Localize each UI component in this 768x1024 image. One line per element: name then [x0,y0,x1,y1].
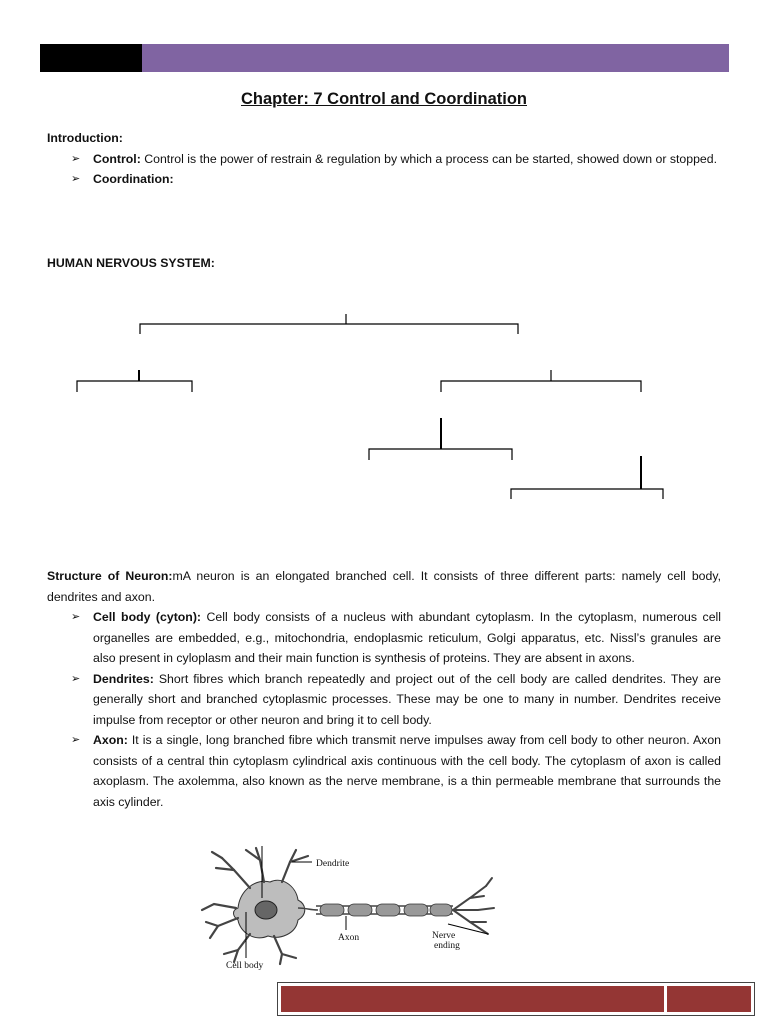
neuron-diagram [198,838,518,978]
tree-branch-right [441,381,641,392]
bullet-label: Dendrites: [93,671,154,686]
footer-red-left [281,986,664,1012]
introduction-section [47,128,721,190]
intro-item-control [47,149,721,170]
intro-heading: Introduction: [47,131,123,145]
myelin-sheath [404,904,428,916]
intro-item-coordination [47,169,721,190]
neuron-intro [47,566,721,607]
dendrite-branch [222,858,250,888]
dendrite-branch [256,848,264,882]
dendrite-branch [274,936,282,964]
bullet-text: Short fibres which branch repeatedly and project out of the cell body are called dendrites. They are generally short and branched cytoplasmic processes. These may be one to many in number. Dendrites receive impulse from receptor or other neuron and bring it to cell body. [93,671,721,727]
nerve-ending-branch [486,878,492,886]
myelin-sheath [430,904,452,916]
tree-branch-left [77,381,192,392]
arrow-bullet-icon: ➢ [71,173,81,185]
label-nerve: Nerve [432,931,456,941]
chapter-title: Chapter: 7 Control and Coordination [241,90,527,108]
neuron-item-axon [47,730,721,812]
dendrite-branch [282,850,296,882]
header-bar [40,44,729,72]
neuron-structure-section [47,566,721,812]
nervous-system-tree [0,300,768,510]
dendrite-branch [210,926,218,938]
dendrite-branch [212,852,222,858]
neuron-intro-text: mA neuron is an elongated branched cell. It consists of three different parts: namely cell body, dendrites and axon. [47,569,721,604]
dendrite-branch [234,934,250,962]
header-black-block [40,44,142,72]
tree-branch-level1 [140,324,518,334]
neuron-heading: Structure of Neuron: [47,569,173,583]
label-dendrite: Dendrite [316,859,350,869]
label-cell-body: Cell body [226,961,264,971]
footer-bar [277,982,755,1016]
bullet-text: It is a single, long branched fibre which transmit nerve impulses away from cell body to other neuron. Axon consists of a central thin cytoplasm cylindrical axis continuous with the cell body. The cytoplasm of axon is called axoplasm. The axolemma, also known as the nerve membrane, is a thin permeable membrane that surrounds the axis cylinder. [93,733,721,809]
myelin-sheath [348,904,372,916]
dendrite-branch [206,918,238,926]
bullet-text: Control is the power of restrain & regulation by which a process can be started, showed down or stopped. [140,151,718,166]
arrow-bullet-icon: ➢ [71,152,81,165]
arrow-bullet-icon: ➢ [71,734,81,746]
tree-branch-sub2 [511,489,663,499]
neuron-item-dendrites [47,669,721,731]
bullet-label: Cell body (cyton): [93,610,202,624]
myelin-sheath [376,904,400,916]
bullet-label: Axon: [93,733,128,747]
nucleus-shape [255,901,277,919]
myelin-sheath [320,904,344,916]
label-ending: ending [434,941,460,951]
nerve-ending-branch [453,908,494,910]
footer-red-right [667,986,751,1012]
label-axon: Axon [338,933,360,943]
dendrite-branch [282,954,296,958]
neuron-item-cell-body [47,607,721,669]
bullet-text: Cell body consists of a nucleus with abundant cytoplasm. In the cytoplasm, numerous cell organelles are embedded, e.g., mitochondria, endoplasmic reticulum, Golgi apparatus, etc. Nissl’s granules are also present in cyloplasm and their main function is synthesis of proteins. They are absent in axons. [93,610,721,665]
tree-branch-sub1 [369,449,512,460]
bullet-label: Coordination: [93,172,174,186]
nervous-system-heading: HUMAN NERVOUS SYSTEM: [47,256,215,270]
bullet-label: Control: [93,151,141,166]
arrow-bullet-icon: ➢ [71,611,81,623]
header-purple-band [142,44,729,72]
arrow-bullet-icon: ➢ [71,672,81,685]
dendrite-branch [202,904,236,910]
